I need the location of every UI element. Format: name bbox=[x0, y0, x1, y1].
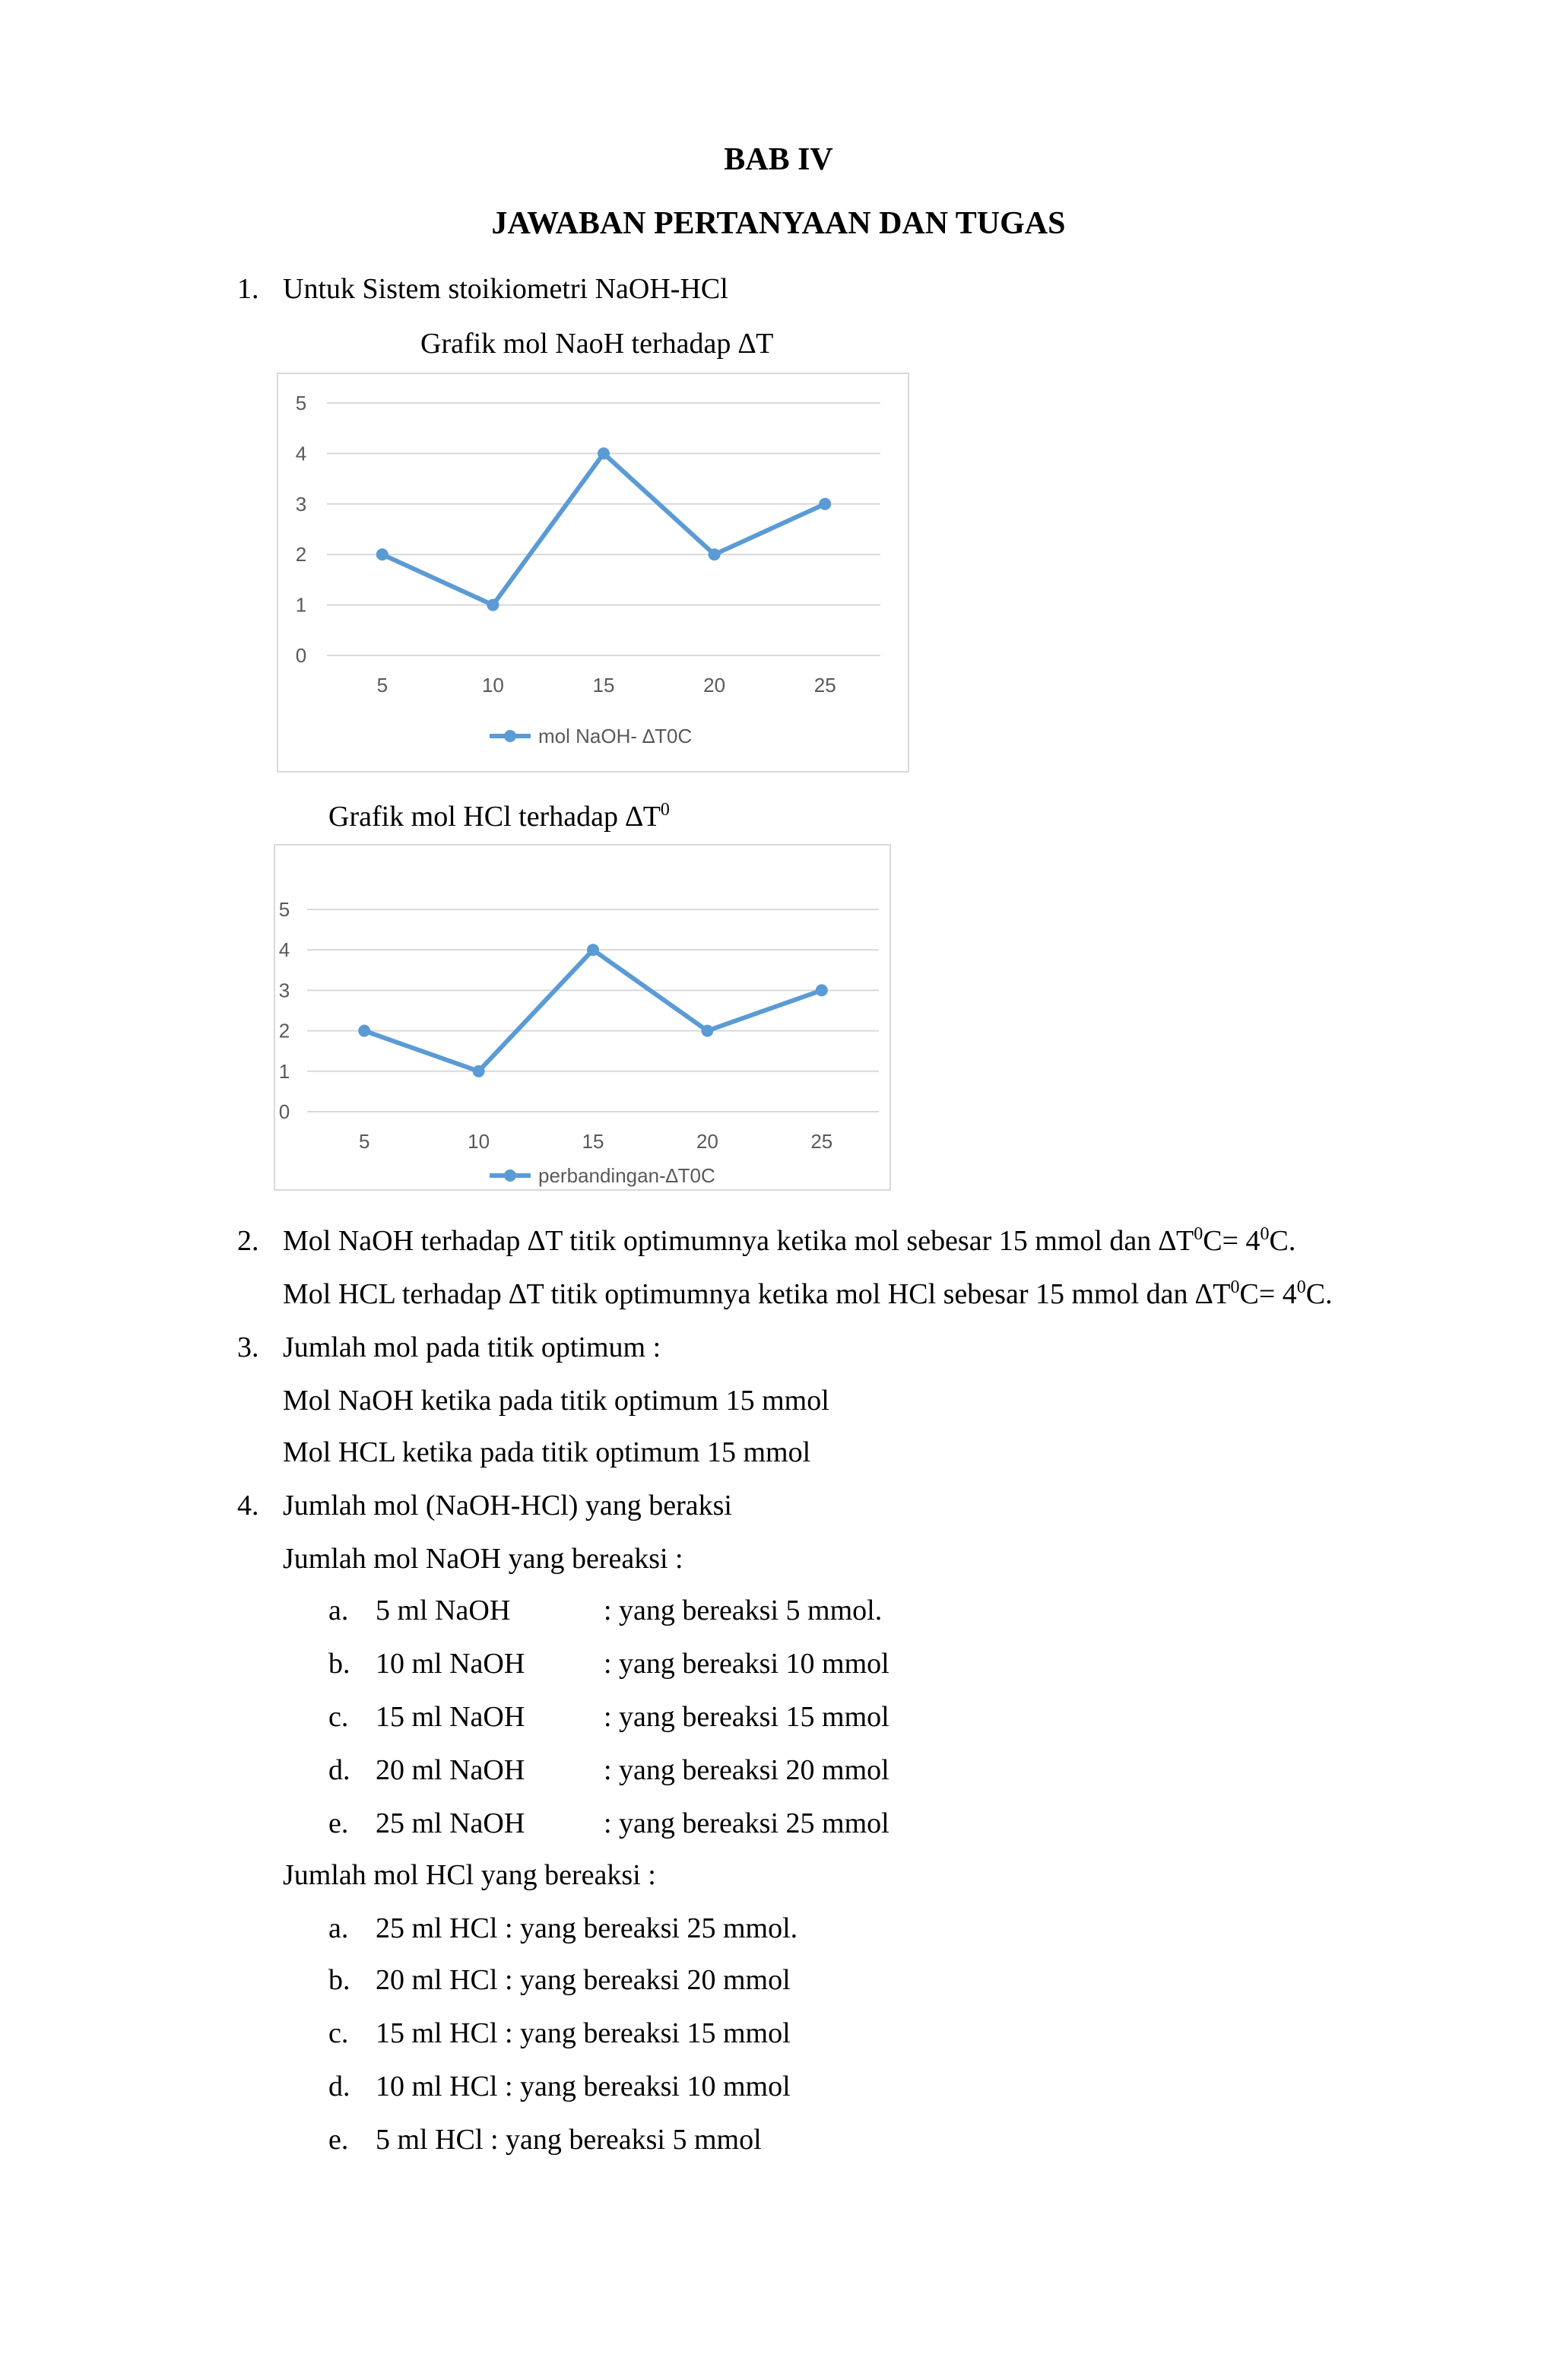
series-line bbox=[364, 950, 822, 1071]
y-tick-label: 1 bbox=[295, 593, 307, 617]
data-point bbox=[376, 548, 388, 560]
hcl-item-letter: d. bbox=[328, 2071, 350, 2102]
data-point bbox=[819, 498, 831, 510]
hcl-item-text: 10 ml HCl : yang bereaksi 10 mmol bbox=[376, 2071, 791, 2102]
chart-1-caption: Grafik mol NaoH terhadap ∆T bbox=[420, 328, 774, 360]
series-line bbox=[382, 453, 825, 605]
item-2-line-2-sup2: 0 bbox=[1296, 1277, 1306, 1297]
item-1-text: Untuk Sistem stoikiometri NaOH-HCl bbox=[283, 273, 728, 305]
naoh-item-letter: c. bbox=[328, 1701, 349, 1733]
item-2-line-2 bbox=[283, 1277, 1333, 1311]
item-2-line-1-sup2: 0 bbox=[1260, 1224, 1270, 1244]
hcl-item-text: 25 ml HCl : yang bereaksi 25 mmol. bbox=[376, 1912, 798, 1944]
item-4-number: 4. bbox=[237, 1490, 259, 1522]
data-point bbox=[487, 599, 499, 611]
chart-1-svg bbox=[278, 374, 908, 771]
naoh-item-volume: 5 ml NaOH bbox=[376, 1595, 511, 1626]
naoh-item-result: : yang bereaksi 15 mmol bbox=[604, 1701, 889, 1733]
y-tick-label: 5 bbox=[278, 898, 290, 921]
item-2-line-2-a: Mol HCL terhadap ∆T titik optimumnya ketika mol HCl sebesar 15 mmol dan ∆T bbox=[283, 1278, 1231, 1310]
naoh-item-result: : yang bereaksi 5 mmol. bbox=[604, 1595, 883, 1626]
chart-2-caption-sup: 0 bbox=[660, 800, 670, 820]
naoh-item-result: : yang bereaksi 25 mmol bbox=[604, 1807, 889, 1839]
hcl-item-letter: a. bbox=[328, 1912, 349, 1944]
item-4-line-1: Jumlah mol (NaOH-HCl) yang beraksi bbox=[283, 1490, 732, 1522]
y-tick-label: 1 bbox=[278, 1059, 290, 1083]
item-3-line-3: Mol HCL ketika pada titik optimum 15 mmol bbox=[283, 1436, 811, 1468]
data-point bbox=[709, 548, 721, 560]
hcl-item-letter: c. bbox=[328, 2017, 349, 2049]
x-tick-label: 25 bbox=[813, 674, 836, 697]
y-tick-label: 4 bbox=[278, 938, 290, 962]
chart-2 bbox=[274, 844, 891, 1191]
legend-marker bbox=[504, 1169, 516, 1182]
chart-2-caption-text: Grafik mol HCl terhadap ∆T bbox=[328, 801, 661, 833]
y-tick-label: 4 bbox=[295, 442, 307, 465]
x-tick-label: 10 bbox=[481, 674, 504, 697]
hcl-item-letter: b. bbox=[328, 1964, 350, 1996]
hcl-item-text: 5 ml HCl : yang bereaksi 5 mmol bbox=[376, 2124, 762, 2156]
x-tick-label: 5 bbox=[358, 1130, 370, 1153]
item-2-line-1-c: C. bbox=[1269, 1225, 1296, 1257]
naoh-reaction-title: Jumlah mol NaOH yang bereaksi : bbox=[283, 1543, 683, 1575]
y-tick-label: 2 bbox=[295, 543, 307, 566]
item-2-line-2-sup1: 0 bbox=[1230, 1277, 1240, 1297]
item-2-number: 2. bbox=[237, 1225, 259, 1257]
legend-label: mol NaOH- ∆T0C bbox=[538, 725, 693, 747]
naoh-item-letter: e. bbox=[328, 1807, 349, 1839]
y-tick-label: 3 bbox=[278, 979, 290, 1002]
data-point bbox=[598, 447, 610, 459]
x-tick-label: 20 bbox=[703, 674, 726, 697]
data-point bbox=[587, 944, 599, 956]
hcl-item-text: 20 ml HCl : yang bereaksi 20 mmol bbox=[376, 1964, 791, 1996]
chart-1 bbox=[277, 373, 909, 773]
y-tick-label: 2 bbox=[278, 1019, 290, 1042]
naoh-item-volume: 20 ml NaOH bbox=[376, 1754, 525, 1786]
item-2-line-1 bbox=[283, 1224, 1295, 1258]
item-3-line-2: Mol NaOH ketika pada titik optimum 15 mmol bbox=[283, 1385, 829, 1417]
x-tick-label: 10 bbox=[468, 1130, 490, 1153]
naoh-item-letter: d. bbox=[328, 1754, 350, 1786]
x-tick-label: 15 bbox=[592, 674, 615, 697]
naoh-item-result: : yang bereaksi 10 mmol bbox=[604, 1648, 889, 1680]
y-tick-label: 0 bbox=[295, 644, 307, 667]
item-2-line-1-b: C= 4 bbox=[1203, 1225, 1261, 1257]
naoh-item-letter: b. bbox=[328, 1648, 350, 1680]
item-2-line-2-c: C. bbox=[1305, 1278, 1333, 1310]
section-title: JAWABAN PERTANYAAN DAN TUGAS bbox=[491, 206, 1066, 241]
data-point bbox=[816, 984, 828, 996]
data-point bbox=[358, 1025, 370, 1037]
item-2-line-1-a: Mol NaOH terhadap ∆T titik optimumnya ketika mol sebesar 15 mmol dan ∆T bbox=[283, 1225, 1194, 1257]
item-3-line-1: Jumlah mol pada titik optimum : bbox=[283, 1331, 661, 1363]
y-tick-label: 3 bbox=[295, 492, 307, 516]
item-3-number: 3. bbox=[237, 1331, 259, 1363]
legend-marker bbox=[504, 730, 516, 742]
y-tick-label: 5 bbox=[295, 392, 307, 414]
naoh-item-volume: 10 ml NaOH bbox=[376, 1648, 525, 1680]
x-tick-label: 25 bbox=[810, 1130, 833, 1153]
chart-2-caption bbox=[328, 800, 670, 833]
data-point bbox=[473, 1065, 485, 1077]
naoh-item-letter: a. bbox=[328, 1595, 349, 1626]
item-2-line-2-b: C= 4 bbox=[1239, 1278, 1297, 1310]
naoh-item-volume: 15 ml NaOH bbox=[376, 1701, 525, 1733]
chapter-title: BAB IV bbox=[724, 142, 833, 177]
x-tick-label: 5 bbox=[376, 674, 388, 697]
x-tick-label: 15 bbox=[582, 1130, 604, 1153]
legend-label: perbandingan-∆T0C bbox=[538, 1164, 715, 1187]
y-tick-label: 0 bbox=[278, 1100, 290, 1123]
naoh-item-volume: 25 ml NaOH bbox=[376, 1807, 525, 1839]
hcl-item-letter: e. bbox=[328, 2124, 349, 2156]
chart-2-svg bbox=[275, 846, 889, 1189]
hcl-item-text: 15 ml HCl : yang bereaksi 15 mmol bbox=[376, 2017, 791, 2049]
hcl-reaction-title: Jumlah mol HCl yang bereaksi : bbox=[283, 1859, 656, 1891]
naoh-item-result: : yang bereaksi 20 mmol bbox=[604, 1754, 889, 1786]
data-point bbox=[701, 1025, 713, 1037]
item-2-line-1-sup1: 0 bbox=[1194, 1224, 1203, 1244]
item-1-number: 1. bbox=[237, 273, 259, 305]
x-tick-label: 20 bbox=[696, 1130, 718, 1153]
